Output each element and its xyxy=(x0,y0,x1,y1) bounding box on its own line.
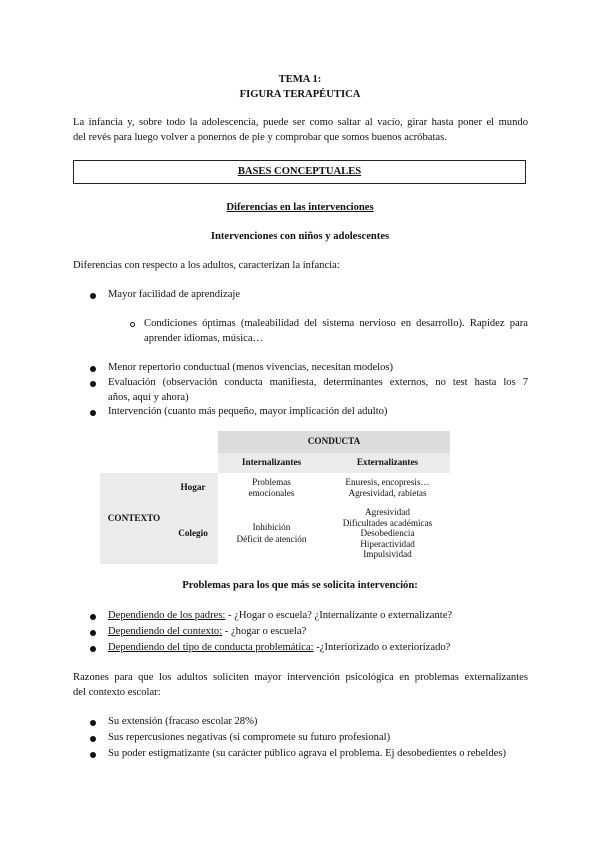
bullet-icon xyxy=(90,410,96,416)
section-heading-box xyxy=(73,160,526,184)
list-item-line-2: años, aquí y ahora) xyxy=(108,392,189,403)
table-cell-colegio-internalizantes xyxy=(218,503,325,564)
table-row-label-colegio: Colegio xyxy=(168,503,218,564)
table-header-conducta: CONDUCTA xyxy=(218,431,450,453)
reasons-intro-line-2: del contexto escolar: xyxy=(73,687,161,698)
bullet-icon xyxy=(90,381,96,387)
list-item-rest: -¿Interiorizado o exteriorizado? xyxy=(313,642,451,653)
reasons-intro-line-1: Razones para que los adultos soliciten mayor intervención psicológica en problemas externalizantes xyxy=(73,672,528,683)
title-line-2: FIGURA TERAPÉUTICA xyxy=(239,89,361,100)
bullet-icon xyxy=(90,366,96,372)
list-item xyxy=(108,640,528,655)
table-row-label-hogar: Hogar xyxy=(168,473,218,503)
circle-bullet-icon xyxy=(130,322,135,327)
sub-list-item-line-2: aprender idiomas, música… xyxy=(144,333,264,344)
table-cell-hogar-externalizantes xyxy=(325,473,450,503)
list-item-underlined: Dependiendo de los padres: xyxy=(108,610,226,621)
subheading-interventions: Intervenciones con niños y adolescentes xyxy=(210,231,390,242)
table-cell-line: Inhibición xyxy=(252,522,291,532)
conduct-context-table xyxy=(100,431,450,564)
title-line-1: TEMA 1: xyxy=(278,74,322,85)
subheading-problems: Problemas para los que más se solicita intervención: xyxy=(182,580,418,591)
table-cell-line: Hiperactividad xyxy=(360,538,415,549)
bullet-icon xyxy=(90,720,96,726)
table-cell-hogar-internalizantes xyxy=(218,473,325,503)
table-cell-line: Impulsividad xyxy=(363,549,412,560)
sub-list-item-line-1: Condiciones óptimas (maleabilidad del sistema nervioso en desarrollo). Rapidez para xyxy=(144,318,528,329)
list-item-line-1: Evaluación (observación conducta manifiesta, determinantes externos, no test hasta los 7 xyxy=(108,377,528,388)
differences-intro: Diferencias con respecto a los adultos, caracterizan la infancia: xyxy=(73,260,340,271)
subheading-differences: Diferencias en las intervenciones xyxy=(226,202,374,213)
table-cell-line: Problemas xyxy=(252,476,291,487)
list-item: Intervención (cuanto más pequeño, mayor implicación del adulto) xyxy=(108,406,388,417)
list-item-rest: - ¿Hogar o escuela? ¿Internalizante o externalizante? xyxy=(225,610,453,621)
bullet-icon xyxy=(90,736,96,742)
list-item xyxy=(108,624,528,639)
list-item xyxy=(108,608,528,623)
section-heading: BASES CONCEPTUALES xyxy=(237,166,362,178)
list-item: Su extensión (fracaso escolar 28%) xyxy=(108,716,258,727)
list-item: Mayor facilidad de aprendizaje xyxy=(108,289,241,300)
bullet-icon xyxy=(90,752,96,758)
intro-line-2: del revés para luego volver a ponernos de pie y comprobar que somos buenos acróbatas. xyxy=(73,132,447,143)
list-item-rest: - ¿hogar o escuela? xyxy=(222,626,307,637)
table-cell-line: emocionales xyxy=(248,488,295,498)
table-cell-line: Agresividad, rabietas xyxy=(348,488,427,498)
table-cell-line: Desobediencia xyxy=(360,528,415,539)
list-item: Su poder estigmatizante (su carácter público agrava el problema. Ej desobedientes o rebeldes) xyxy=(108,748,506,759)
table-cell-line: Enuresis, encopresis… xyxy=(345,476,430,487)
table-cell-line: Agresividad xyxy=(365,507,410,518)
table-cell-colegio-externalizantes xyxy=(325,503,450,564)
intro-line-1: La infancia y, sobre todo la adolescencia, puede ser como saltar al vacío, girar hasta poner el mundo xyxy=(73,117,528,128)
list-item: Sus repercusiones negativas (si compromete su futuro profesional) xyxy=(108,732,391,743)
table-cell-line: Déficit de atención xyxy=(236,533,307,544)
table-cell-line: Dificultades académicas xyxy=(342,517,433,528)
bullet-icon xyxy=(90,293,96,299)
bullet-icon xyxy=(90,630,96,636)
table-col-internalizantes: Internalizantes xyxy=(218,453,325,473)
table-col-externalizantes: Externalizantes xyxy=(325,453,450,473)
bullet-icon xyxy=(90,646,96,652)
bullet-icon xyxy=(90,614,96,620)
table-row-group-contexto: CONTEXTO xyxy=(100,473,168,564)
list-item: Menor repertorio conductual (menos vivencias, necesitan modelos) xyxy=(108,362,394,373)
list-item-underlined: Dependiendo del contexto: xyxy=(108,626,223,637)
list-item-underlined: Dependiendo del tipo de conducta problemática: xyxy=(108,642,314,653)
